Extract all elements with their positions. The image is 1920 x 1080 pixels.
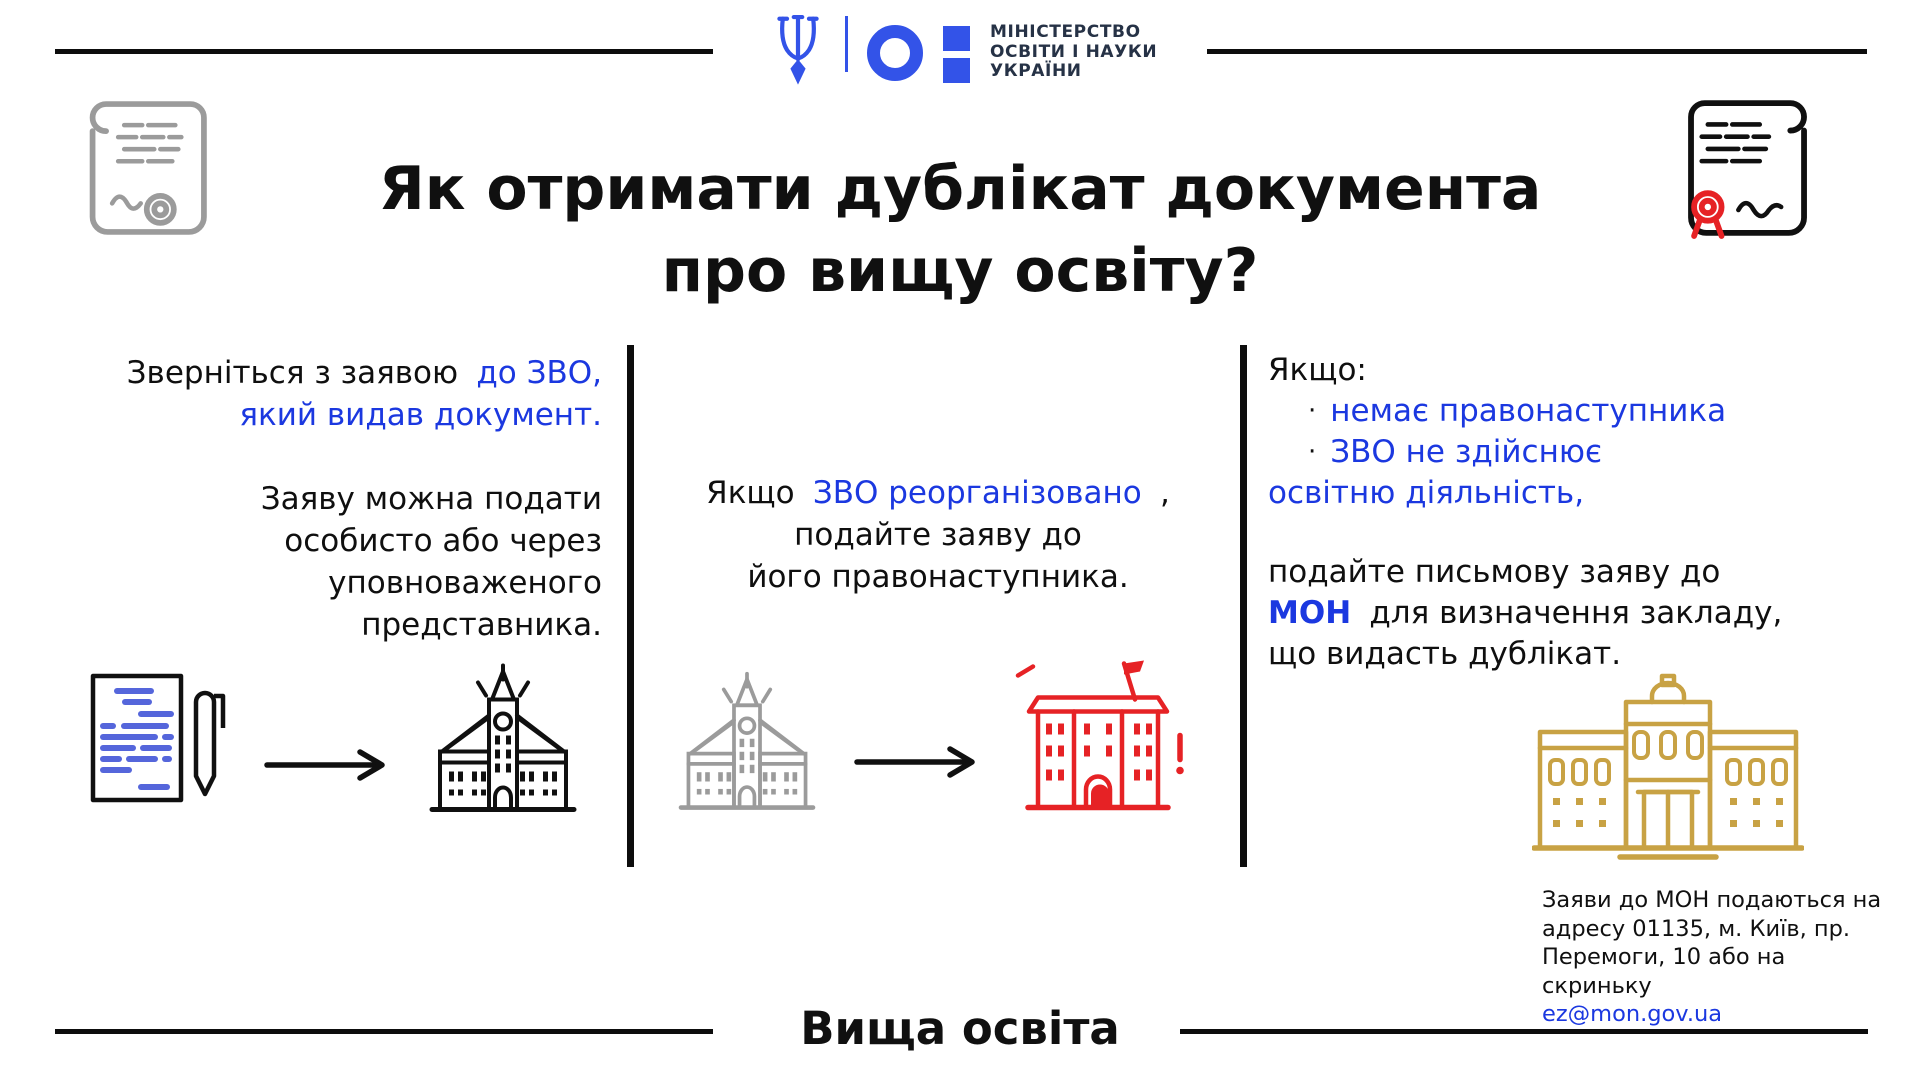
university-building-gray-icon	[668, 666, 826, 818]
logo-separator	[845, 16, 848, 72]
mon-abbreviation: МОН	[1268, 595, 1352, 631]
page-title-line2: про вищу освіту?	[661, 236, 1259, 306]
email-link[interactable]: ez@mon.gov.ua	[1542, 1001, 1723, 1027]
arrow-right-icon	[262, 745, 392, 785]
step3-p2-line1: подайте письмову заяву до	[1268, 554, 1721, 590]
step1-line1-black: Зверніться з заявою	[126, 355, 459, 391]
ministry-name-line: МІНІСТЕРСТВО	[990, 22, 1141, 42]
step3-bullet1-text: немає правонаступника	[1330, 393, 1727, 429]
step1-p2-line: особисто або через	[284, 523, 602, 559]
step3-paragraph2	[1268, 552, 1868, 675]
footer-label: Вища освіта	[800, 1002, 1120, 1055]
application-document-pen-icon	[88, 664, 238, 824]
top-right-divider-line	[1207, 49, 1867, 54]
bullet-dot: ·	[1308, 437, 1317, 467]
step3-text	[1268, 350, 1868, 675]
step3-bullet2	[1268, 432, 1868, 473]
ministry-building-gold-icon	[1532, 668, 1804, 864]
step3-bullet2-text: ЗВО не здійснює	[1330, 434, 1602, 470]
step2-line1-blue: ЗВО реорганізовано	[812, 475, 1142, 511]
page-title	[0, 148, 1920, 312]
step1-paragraph2	[90, 478, 602, 646]
step1-text	[90, 352, 602, 646]
arrow-right-icon	[852, 742, 982, 782]
column-divider-1	[627, 345, 634, 867]
note-line: Заяви до МОН подаються на	[1542, 887, 1882, 913]
note-line: Перемоги, 10 або на скриньку	[1542, 944, 1786, 999]
top-left-divider-line	[55, 49, 713, 54]
column-divider-2	[1240, 345, 1247, 867]
ministry-name-line: УКРАЇНИ	[990, 61, 1082, 81]
step3-p2-line2	[1268, 593, 1868, 634]
step3-intro: Якщо:	[1268, 352, 1367, 388]
step2-line1-black: Якщо	[706, 475, 795, 511]
step3-p2-line3: що видасть дублікат.	[1268, 636, 1622, 672]
step2-line2: подайте заяву до	[794, 517, 1082, 553]
step2-text	[640, 472, 1236, 598]
ministry-name-line: ОСВІТИ І НАУКИ	[990, 41, 1158, 62]
step1-line1	[90, 352, 602, 394]
step1-line2: який видав документ.	[239, 397, 602, 433]
step3-bullet2-cont: освітню діяльність,	[1268, 475, 1585, 511]
mon-logo-icon	[866, 24, 972, 84]
step1-p2-line: Заяву можна подати	[260, 481, 602, 517]
ukraine-trident-icon	[772, 12, 824, 88]
step1-p2-line: представника.	[361, 607, 602, 643]
step3-bullet1	[1268, 391, 1868, 432]
step2-line1-comma: ,	[1159, 475, 1170, 511]
step1-line1-blue: до ЗВО,	[476, 355, 602, 391]
note-line: адресу 01135, м. Київ, пр.	[1542, 915, 1851, 942]
step3-p2-line2-rest: для визначення закладу,	[1369, 595, 1783, 631]
step1-p2-line: уповноваженого	[328, 565, 602, 601]
university-building-black-icon	[418, 660, 588, 818]
page-title-line1: Як отримати дублікат документа	[378, 154, 1542, 224]
university-building-red-icon	[1008, 650, 1193, 822]
step2-line3: його правонаступника.	[747, 559, 1129, 595]
bullet-dot: ·	[1308, 396, 1317, 426]
ministry-name	[990, 23, 1157, 82]
step2-line1	[640, 472, 1236, 514]
